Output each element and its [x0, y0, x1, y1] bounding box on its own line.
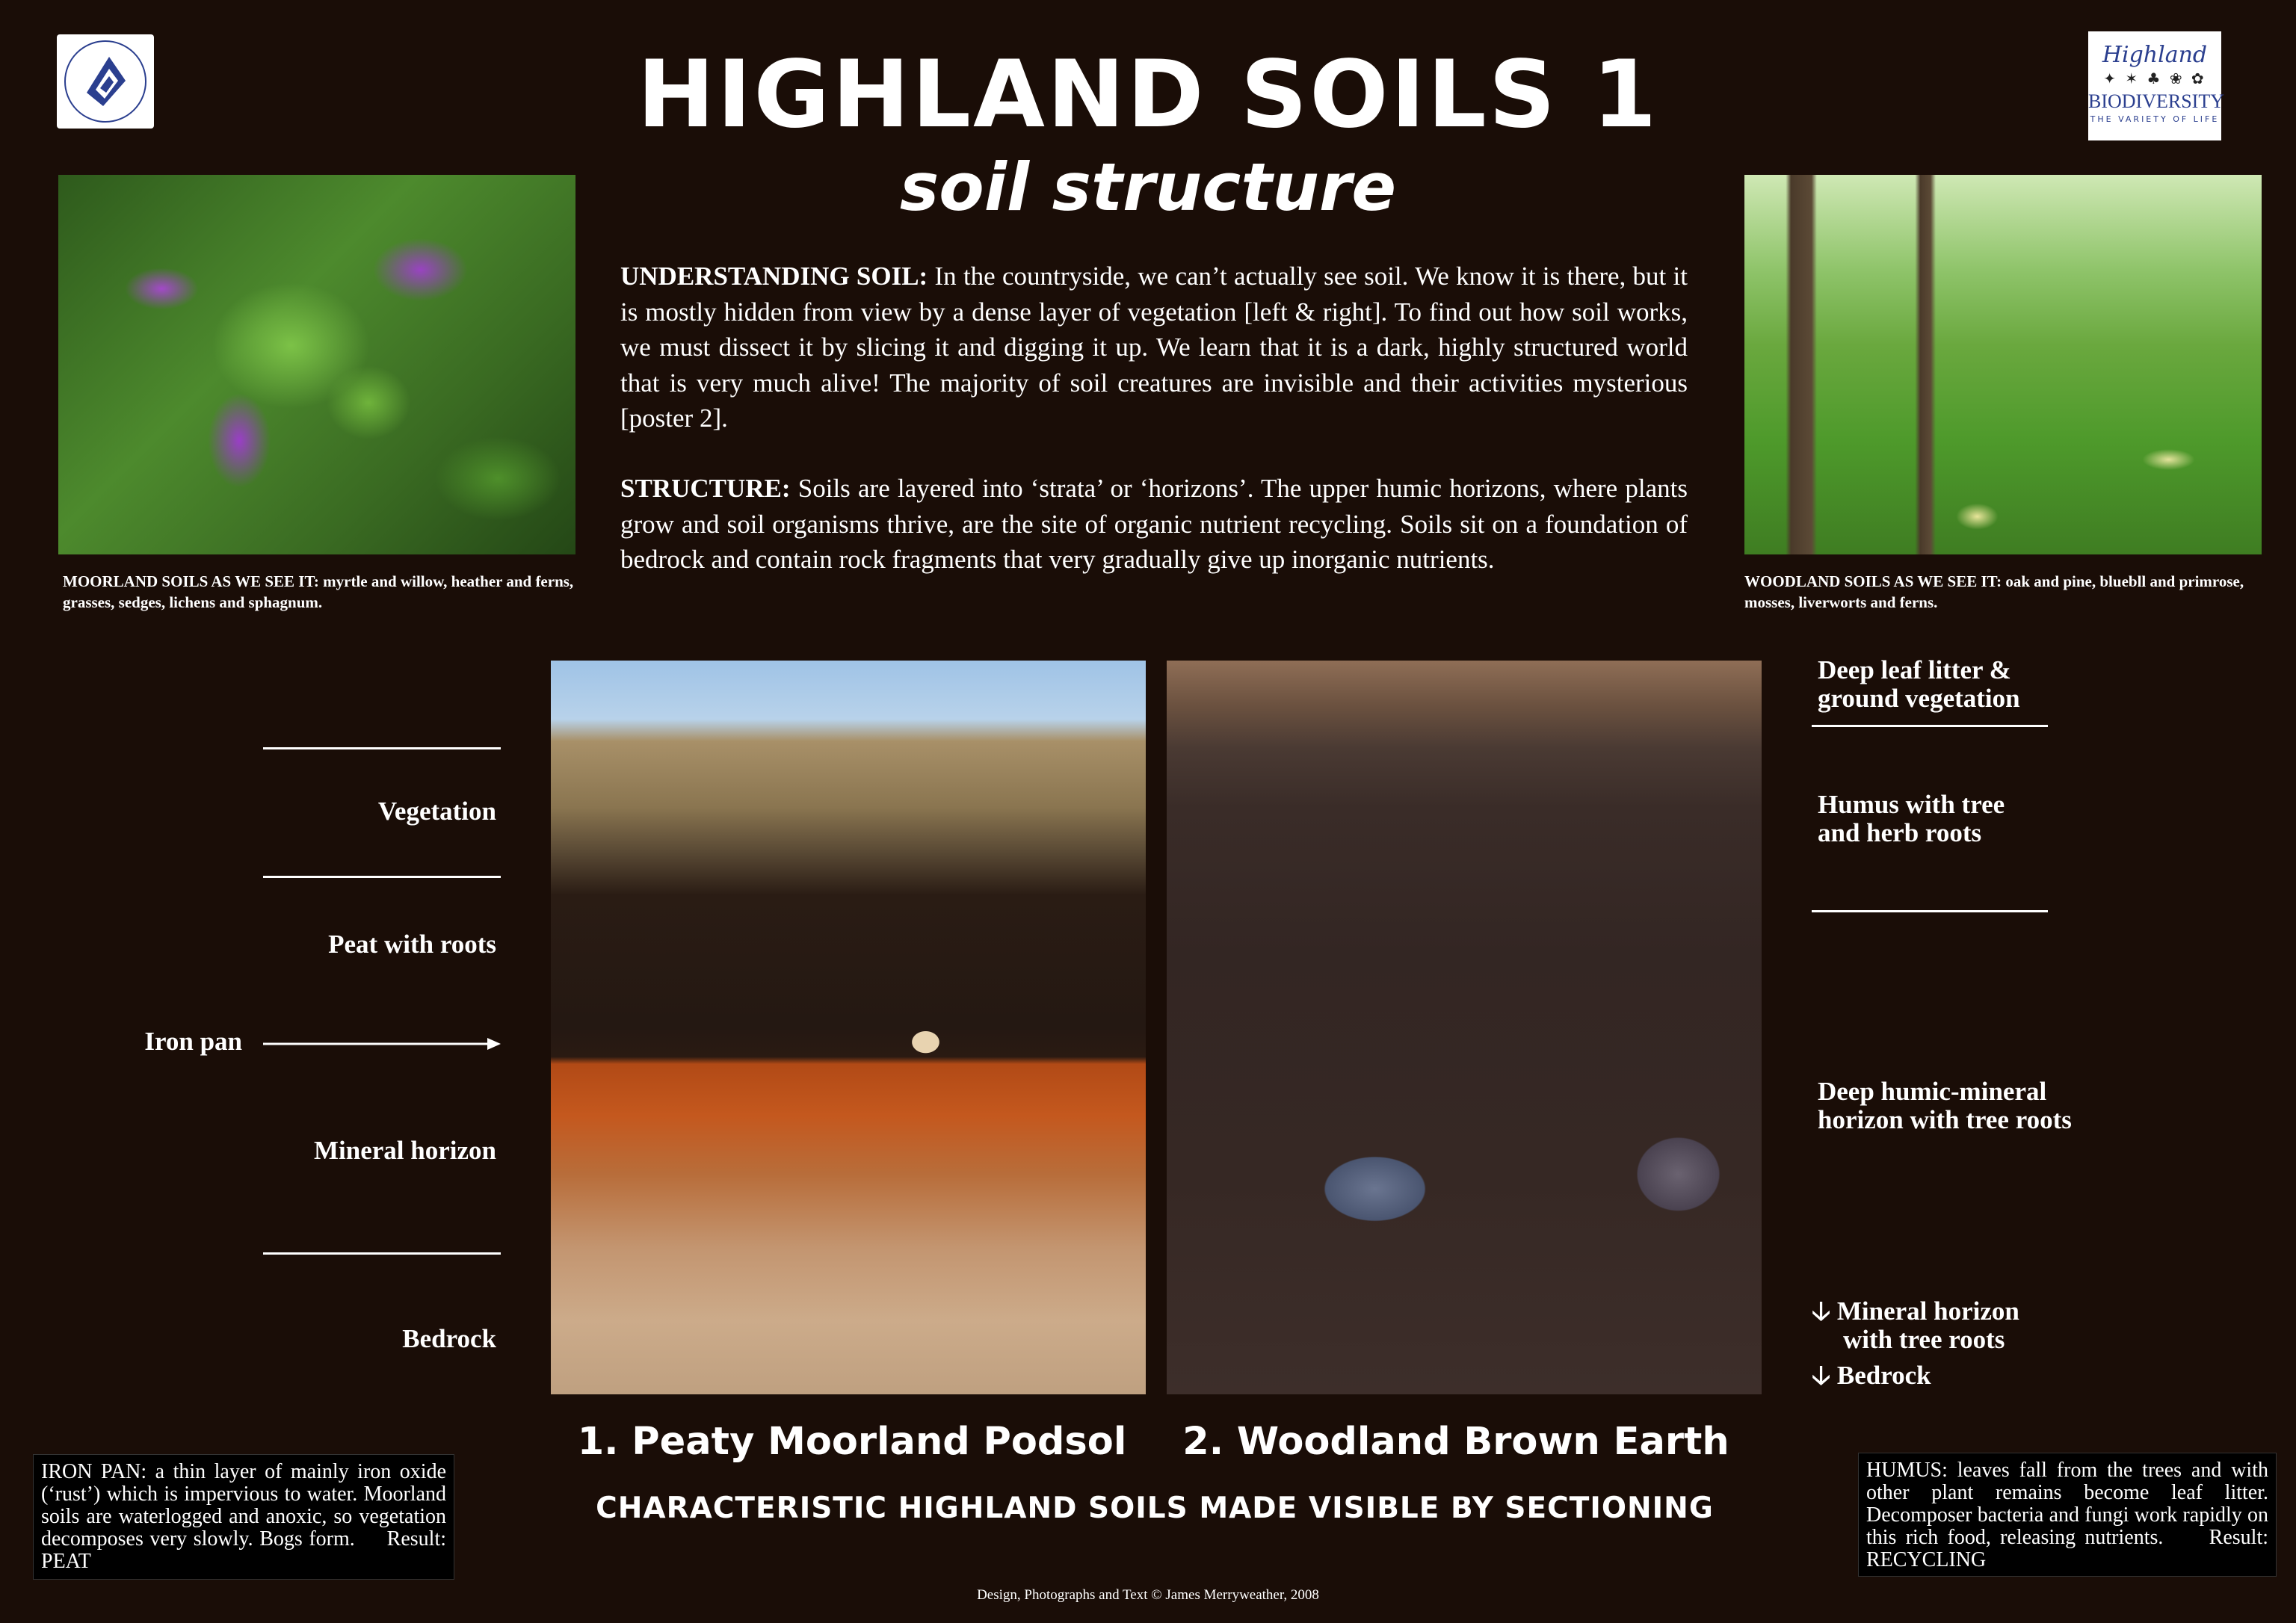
understanding-soil-paragraph	[620, 259, 1688, 436]
iron-pan-arrow-icon	[263, 1034, 502, 1054]
characteristic-soils-banner: CHARACTERISTIC HIGHLAND SOILS MADE VISIBLE BY SECTIONING	[596, 1491, 1714, 1525]
horizon-divider	[263, 1252, 501, 1255]
label-deep-leaf-litter	[1818, 656, 2132, 713]
label-line: Mineral horizon	[1836, 1296, 2019, 1326]
iron-pan-result: Result: PEAT	[41, 1527, 447, 1573]
logo-script-text: Highland	[2102, 42, 2208, 68]
structure-paragraph	[620, 471, 1688, 578]
label-line: ground vegetation	[1818, 684, 2020, 713]
understanding-text: In the countryside, we can’t actually see soil. We know it is there, but it is mostly hidden from view by a dense layer of vegetation [left & right]. To find out how soil works, we must dissect it by slicing it and digging it up. We learn that it is a dark, highly structured world that is very much alive! The majority of soil creatures are invisible and their activities mysterious [poster 2].	[620, 262, 1688, 433]
humus-note-text: HUMUS: leaves fall from the trees and with other plant remains become leaf litter. Decomposer bacteria and fungi work rapidly on this rich food, releasing nutrients.	[1866, 1459, 2268, 1549]
down-arrow-icon: 🡣	[1812, 1361, 1831, 1391]
profile-title-brown-earth: 2. Woodland Brown Earth	[1182, 1420, 1729, 1464]
moorland-caption: MOORLAND SOILS AS WE SEE IT: myrtle and willow, heather and ferns, grasses, sedges, lichens and sphagnum.	[63, 572, 574, 611]
poster-title: HIGHLAND SOILS 1	[637, 41, 1659, 149]
woodland-brown-earth-photo	[1167, 661, 1762, 1394]
label-vegetation: Vegetation	[377, 797, 496, 826]
horizon-divider	[1812, 725, 2048, 727]
humus-note	[1858, 1453, 2277, 1577]
understanding-heading: UNDERSTANDING SOIL:	[620, 262, 928, 291]
horizon-divider	[1812, 910, 2048, 912]
structure-text: Soils are layered into ‘strata’ or ‘horizons’. The upper humic horizons, where plants grow and soil organisms thrive, are the site of organic nutrient recycling. Soils sit on a foundation of bedrock and contain rock fragments that very gradually give up inorganic nutrients.	[620, 474, 1688, 574]
label-line: Deep leaf litter &	[1818, 655, 2011, 684]
credits-footer: Design, Photographs and Text © James Merryweather, 2008	[977, 1587, 1319, 1603]
label-line: Deep humic-mineral	[1818, 1077, 2047, 1106]
label-peat-with-roots: Peat with roots	[328, 930, 496, 959]
woodland-vegetation-photo	[1744, 175, 2262, 554]
label-line: Humus with tree	[1818, 790, 2005, 819]
iron-pan-note	[33, 1454, 454, 1580]
structure-heading: STRUCTURE:	[620, 474, 791, 503]
logo-tagline: THE VARIETY OF LIFE	[2090, 114, 2220, 124]
profile-title-podsol: 1. Peaty Moorland Podsol	[577, 1420, 1127, 1464]
label-iron-pan: Iron pan	[144, 1027, 242, 1056]
woodland-caption: WOODLAND SOILS AS WE SEE IT: oak and pine, bluebll and primrose, mosses, liverworts and ferns.	[1744, 572, 2244, 611]
humus-result: Result: RECYCLING	[1866, 1526, 2269, 1571]
label-bedrock-right	[1812, 1361, 2126, 1390]
label-mineral-with-tree-roots	[1812, 1297, 2126, 1354]
label-line: horizon with tree roots	[1818, 1105, 2072, 1134]
logo-name: BIODIVERSITY	[2088, 90, 2224, 112]
horizon-divider	[263, 747, 501, 749]
moorland-vegetation-photo	[58, 175, 575, 554]
label-bedrock: Bedrock	[402, 1324, 496, 1353]
label-line: and herb roots	[1818, 818, 1982, 847]
label-line: with tree roots	[1843, 1325, 2005, 1354]
poster-subtitle: soil structure	[899, 149, 1397, 226]
peaty-moorland-podsol-photo	[551, 661, 1146, 1394]
label-mineral-horizon: Mineral horizon	[314, 1136, 496, 1165]
label-deep-humic-mineral	[1818, 1078, 2132, 1134]
iron-pan-note-text: IRON PAN: a thin layer of mainly iron oxide (‘rust’) which is impervious to water. Moorland soils are waterlogged and anoxic, so vegetation decomposes very slowly. Bogs form.	[41, 1460, 446, 1551]
label-line: Bedrock	[1836, 1361, 1931, 1390]
wildlife-icons: ✦ ✶ ♣ ❀ ✿	[2103, 69, 2206, 87]
label-humus-roots	[1818, 791, 2132, 847]
horizon-divider	[263, 876, 501, 878]
down-arrow-icon: 🡣	[1812, 1296, 1831, 1326]
